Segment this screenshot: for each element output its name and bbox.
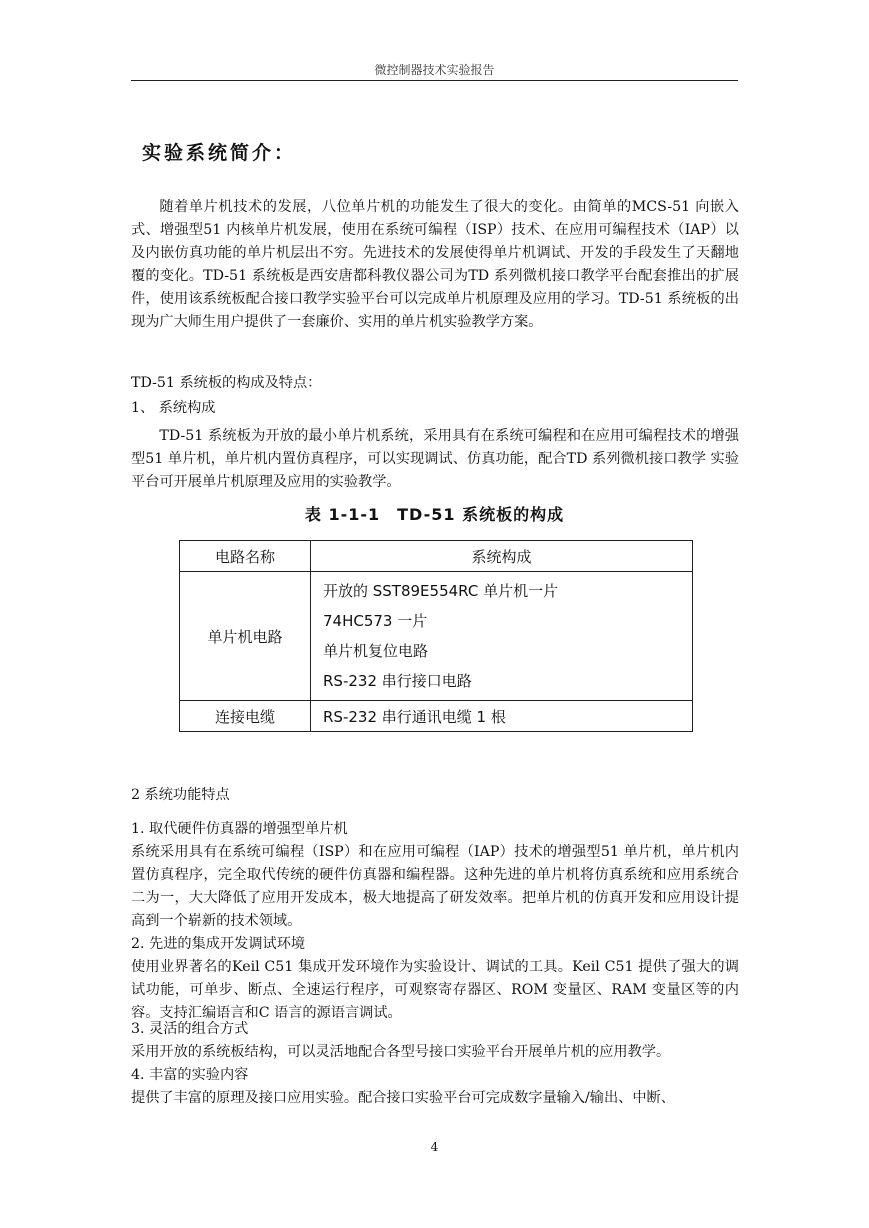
table-header-cell: 电路名称 <box>180 541 311 572</box>
feature-1-title: 1. 取代硬件仿真器的增强型单片机 <box>131 821 348 837</box>
feature-3-title: 3. 灵活的组合方式 <box>131 1021 249 1037</box>
header-rule <box>131 80 738 81</box>
table-header-cell: 系统构成 <box>311 541 693 572</box>
feature-2-title: 2. 先进的集成开发调试环境 <box>131 936 306 952</box>
table-cell-items <box>311 572 693 701</box>
table-header-row <box>180 541 693 572</box>
table-caption: 表 1-1-1 TD-51 系统板的构成 <box>304 505 565 524</box>
section-title: 实验系统简介： <box>142 142 297 164</box>
composition-heading: TD-51 系统板的构成及特点： <box>131 375 322 391</box>
table-cell-name: 单片机电路 <box>180 572 311 701</box>
table-row <box>180 572 693 701</box>
table-row <box>180 701 693 732</box>
table-cell-item: 单片机复位电路 <box>323 642 429 660</box>
composition-table <box>179 540 693 732</box>
intro-paragraph: 随着单片机技术的发展，八位单片机的功能发生了很大的变化。由简单的MCS-51 向嵌入式、增强型51 内核单片机发展，使用在系统可编程（ISP）技术、在应用可编程技术（IAP）以及内嵌仿真功能的单片机层出不穷。先进技术的发展使得单片机调试、开发的手段发生了天翻地覆的变化。TD-51 系统板是西安唐都科教仪器公司为TD 系列微机接口教学平台配套推出的扩展件，使用该系统板配合接口教学实验平台可以完成单片机原理及应用的学习。TD-51 系统板的出现为广大师生用户提供了一套廉价、实用的单片机实验教学方案。 <box>131 199 739 330</box>
table-cell-name: 连接电缆 <box>180 701 311 732</box>
feature-3-body: 采用开放的系统板结构，可以灵活地配合各型号接口实验平台开展单片机的应用教学。 <box>131 1044 671 1060</box>
features-heading: 2 系统功能特点 <box>131 787 230 803</box>
table-cell-item: RS-232 串行接口电路 <box>323 672 472 690</box>
composition-item-1: 1、 系统构成 <box>131 400 216 416</box>
feature-4-body: 提供了丰富的原理及接口应用实验。配合接口实验平台可完成数字量输入/输出、中断、 <box>131 1090 675 1106</box>
feature-1-body: 系统采用具有在系统可编程（ISP）和在应用可编程（IAP）技术的增强型51 单片机，单片机内置仿真程序，完全取代传统的硬件仿真器和编程器。这种先进的单片机将仿真系统和应用系统合二为一，大大降低了应用开发成本，极大地提高了研发效率。把单片机的仿真开发和应用设计提高到一个崭新的技术领域。 <box>131 844 739 929</box>
feature-4-title: 4. 丰富的实验内容 <box>131 1067 249 1083</box>
page-number: 4 <box>430 1140 439 1154</box>
table-cell-item: 开放的 SST89E554RC 单片机一片 <box>323 582 559 600</box>
running-header: 微控制器技术实验报告 <box>374 63 495 77</box>
table-cell-item: RS-232 串行通讯电缆 1 根 <box>311 701 693 732</box>
feature-2-body: 使用业界著名的Keil C51 集成开发环境作为实验设计、调试的工具。Keil C51 提供了强大的调试功能，可单步、断点、全速运行程序，可观察寄存器区、ROM 变量区、RAM 变量区等的内容。支持汇编语言和C 语言的源语言调试。 <box>131 959 739 1021</box>
composition-paragraph: TD-51 系统板为开放的最小单片机系统，采用具有在系统可编程和在应用可编程技术的增强型51 单片机，单片机内置仿真程序，可以实现调试、仿真功能，配合TD 系列微机接口教学 实验平台可开展单片机原理及应用的实验教学。 <box>131 428 739 490</box>
table-cell-item: 74HC573 一片 <box>323 612 428 630</box>
